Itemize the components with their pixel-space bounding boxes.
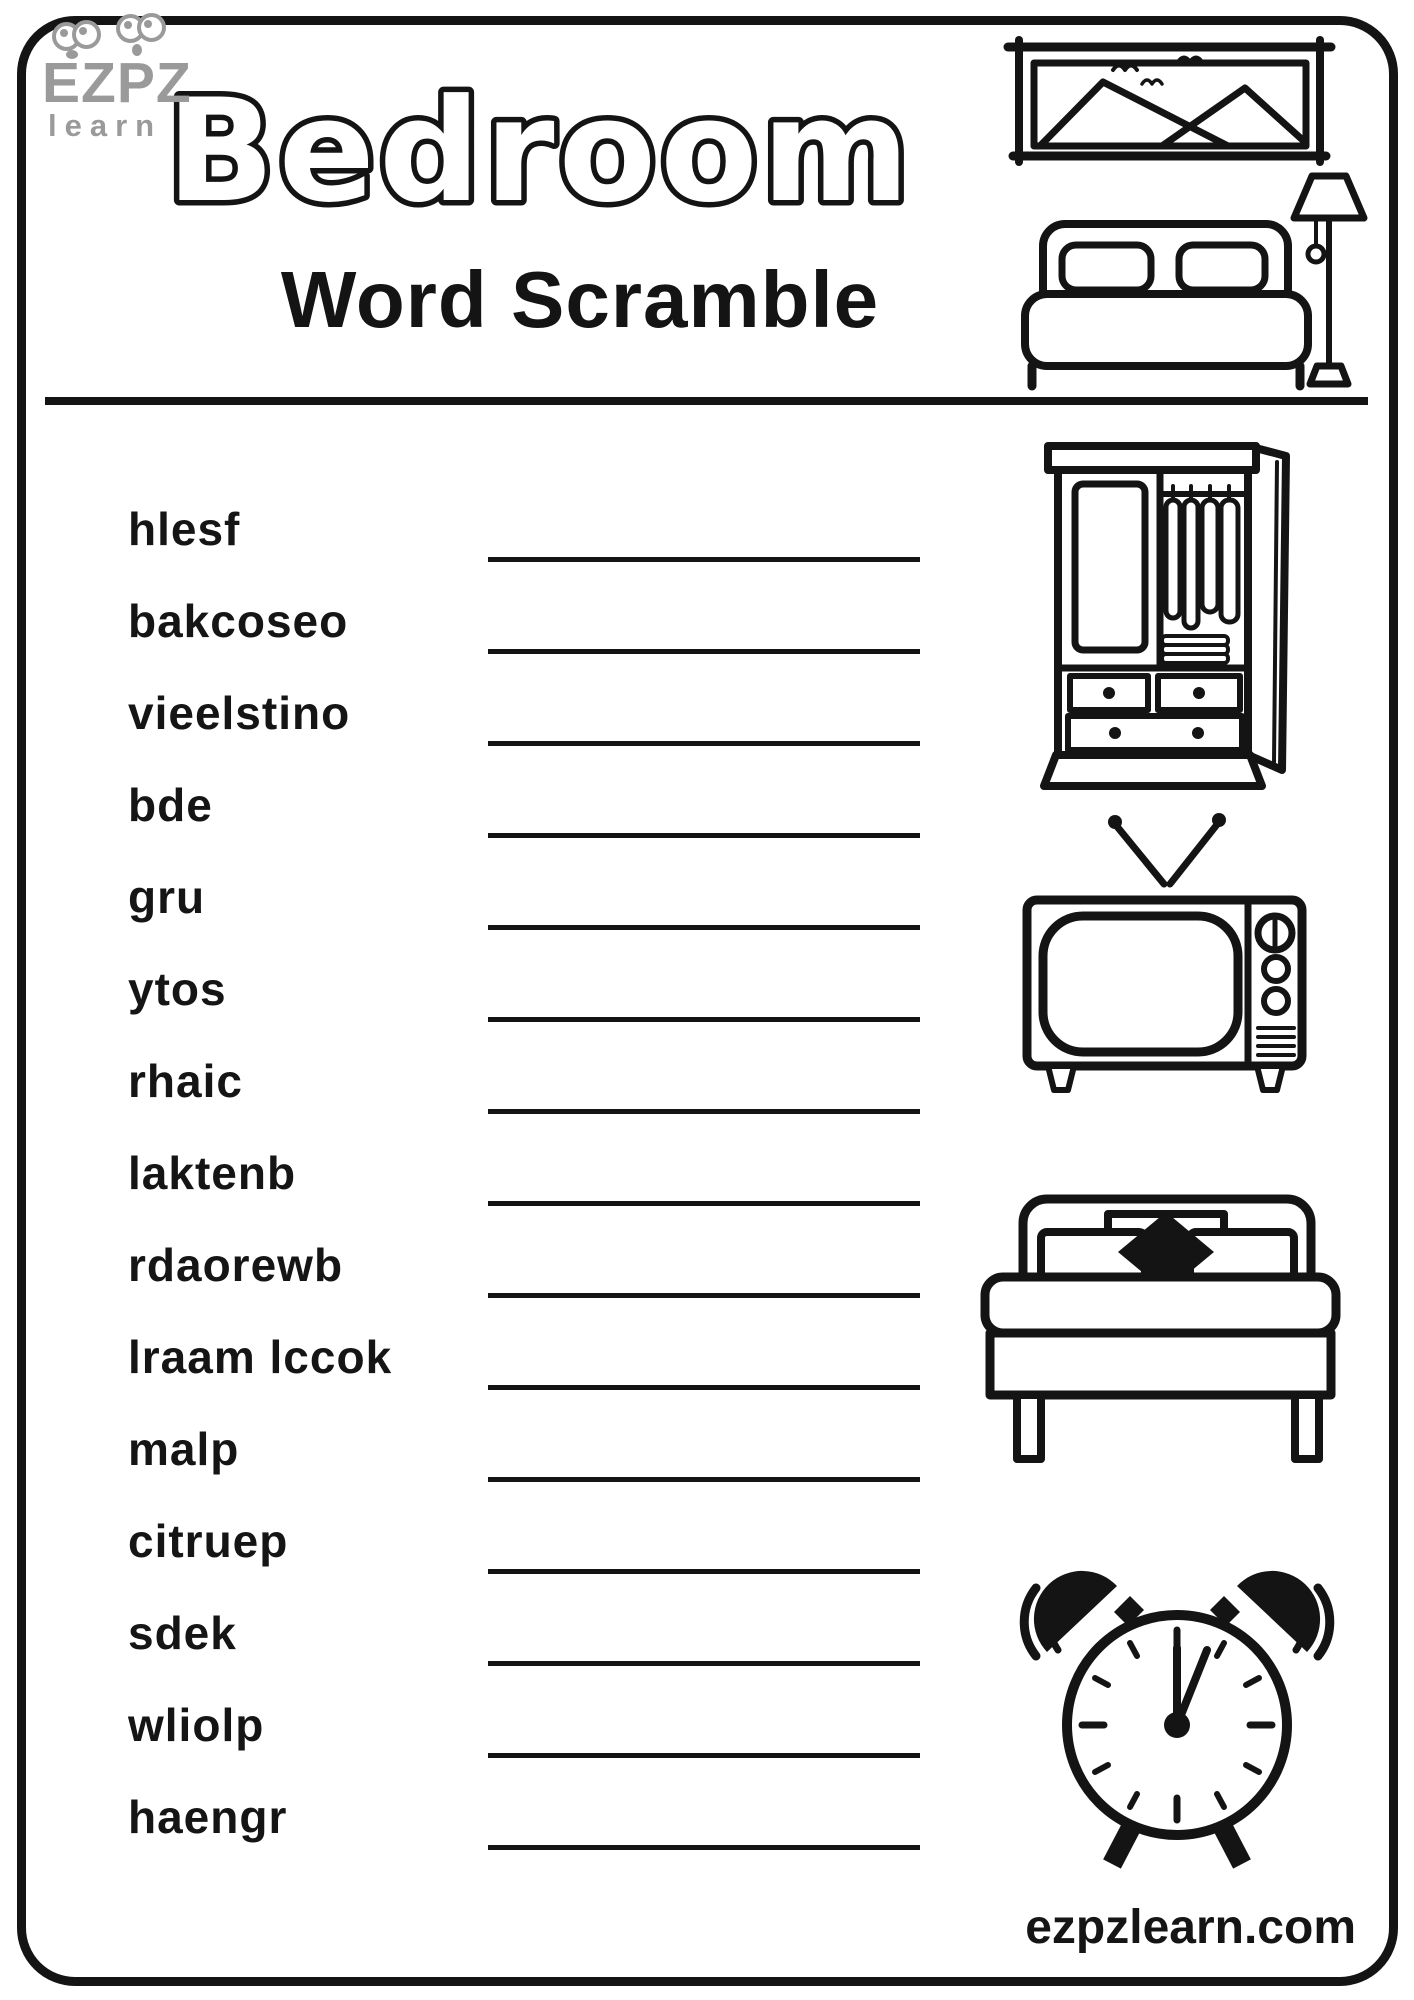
ezpz-learn-logo: [28, 14, 208, 143]
tv-icon: [1027, 813, 1302, 1090]
logo-subtext: learn: [48, 108, 163, 143]
scrambled-word: rdaorewb: [128, 1239, 344, 1291]
alarm-clock-icon: [1024, 1571, 1330, 1864]
scrambled-word: ytos: [128, 963, 227, 1015]
scrambled-word: citruep: [128, 1515, 289, 1567]
bed-icon: [1025, 224, 1308, 386]
page-title: Bedroom: [166, 69, 914, 234]
website-url: ezpzlearn.com: [1025, 1901, 1356, 1954]
scrambled-word: malp: [128, 1423, 240, 1475]
logo-text: EZPZ: [42, 51, 192, 115]
scrambled-word: hlesf: [128, 503, 241, 555]
bed-large-icon: [985, 1199, 1336, 1459]
owl-icon: [116, 10, 162, 50]
scrambled-word: laktenb: [128, 1147, 297, 1199]
scrambled-word: wliolp: [128, 1699, 265, 1751]
scrambled-word: sdek: [128, 1607, 237, 1659]
scrambled-word: haengr: [128, 1791, 288, 1843]
wardrobe-icon: [1044, 446, 1286, 786]
scrambled-word: bde: [128, 779, 213, 831]
picture-frame-icon: [1008, 40, 1331, 162]
scrambled-word: bakcoseo: [128, 595, 349, 647]
scrambled-word: rhaic: [128, 1055, 243, 1107]
scrambled-word: vieelstino: [128, 687, 351, 739]
page-subtitle: Word Scramble: [280, 255, 880, 344]
scrambled-word: lraam lccok: [128, 1331, 393, 1383]
scrambled-word: gru: [128, 871, 206, 923]
